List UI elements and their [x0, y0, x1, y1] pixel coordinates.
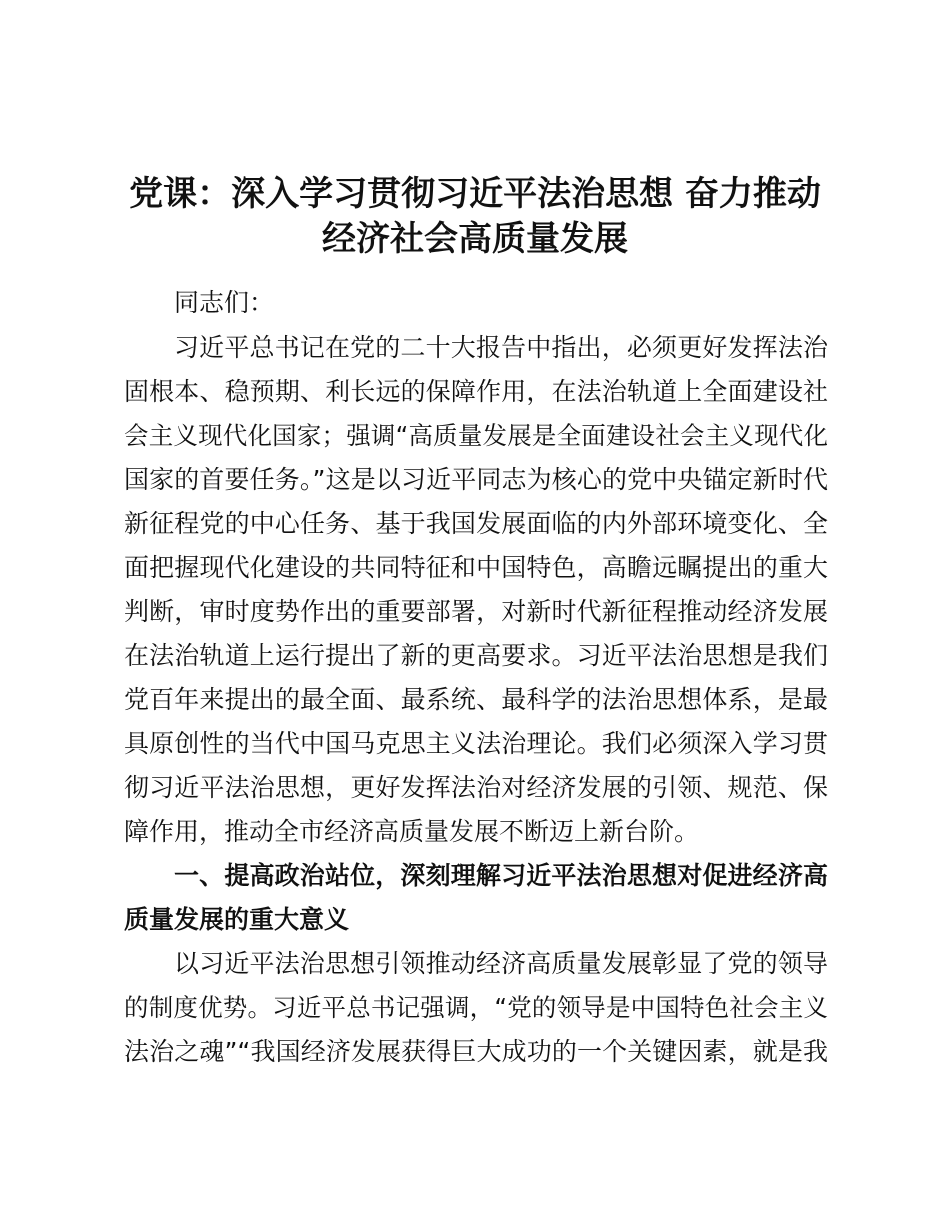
paragraph-line: 习近平总书记在党的二十大报告中指出，必须更好发挥法治	[174, 333, 828, 362]
section-heading-line: 质量发展的重大意义	[124, 905, 350, 934]
document-title-line-2: 经济社会高质量发展	[322, 219, 628, 259]
paragraph-line: 判断，审时度势作出的重要部署，对新时代新征程推动经济发展	[124, 597, 828, 626]
paragraph-line: 的制度优势。习近平总书记强调，“党的领导是中国特色社会主义	[124, 993, 828, 1022]
paragraph-line: 会主义现代化国家；强调“高质量发展是全面建设社会主义现代化	[124, 421, 828, 450]
paragraph-line: 法治之魂”“我国经济发展获得巨大成功的一个关键因素，就是我	[124, 1037, 828, 1066]
paragraph-line: 新征程党的中心任务、基于我国发展面临的内外部环境变化、全	[124, 509, 828, 538]
paragraph-line: 在法治轨道上运行提出了新的更高要求。习近平法治思想是我们	[124, 641, 828, 670]
paragraph-line: 障作用，推动全市经济高质量发展不断迈上新台阶。	[124, 817, 700, 846]
paragraph-line: 国家的首要任务。”这是以习近平同志为核心的党中央锚定新时代	[124, 465, 828, 494]
paragraph-line: 党百年来提出的最全面、最系统、最科学的法治思想体系，是最	[124, 685, 828, 714]
salutation: 同志们：	[174, 288, 275, 317]
document-title-line-1: 党课：深入学习贯彻习近平法治思想 奋力推动	[129, 174, 821, 214]
paragraph-line: 以习近平法治思想引领推动经济高质量发展彰显了党的领导	[174, 949, 828, 978]
paragraph-line: 彻习近平法治思想，更好发挥法治对经济发展的引领、规范、保	[124, 773, 828, 802]
section-heading-line: 一、提高政治站位，深刻理解习近平法治思想对促进经济高	[174, 861, 828, 890]
paragraph-line: 具原创性的当代中国马克思主义法治理论。我们必须深入学习贯	[124, 729, 828, 758]
paragraph-line: 固根本、稳预期、利长远的保障作用，在法治轨道上全面建设社	[124, 377, 828, 406]
paragraph-line: 面把握现代化建设的共同特征和中国特色，高瞻远瞩提出的重大	[124, 553, 828, 582]
